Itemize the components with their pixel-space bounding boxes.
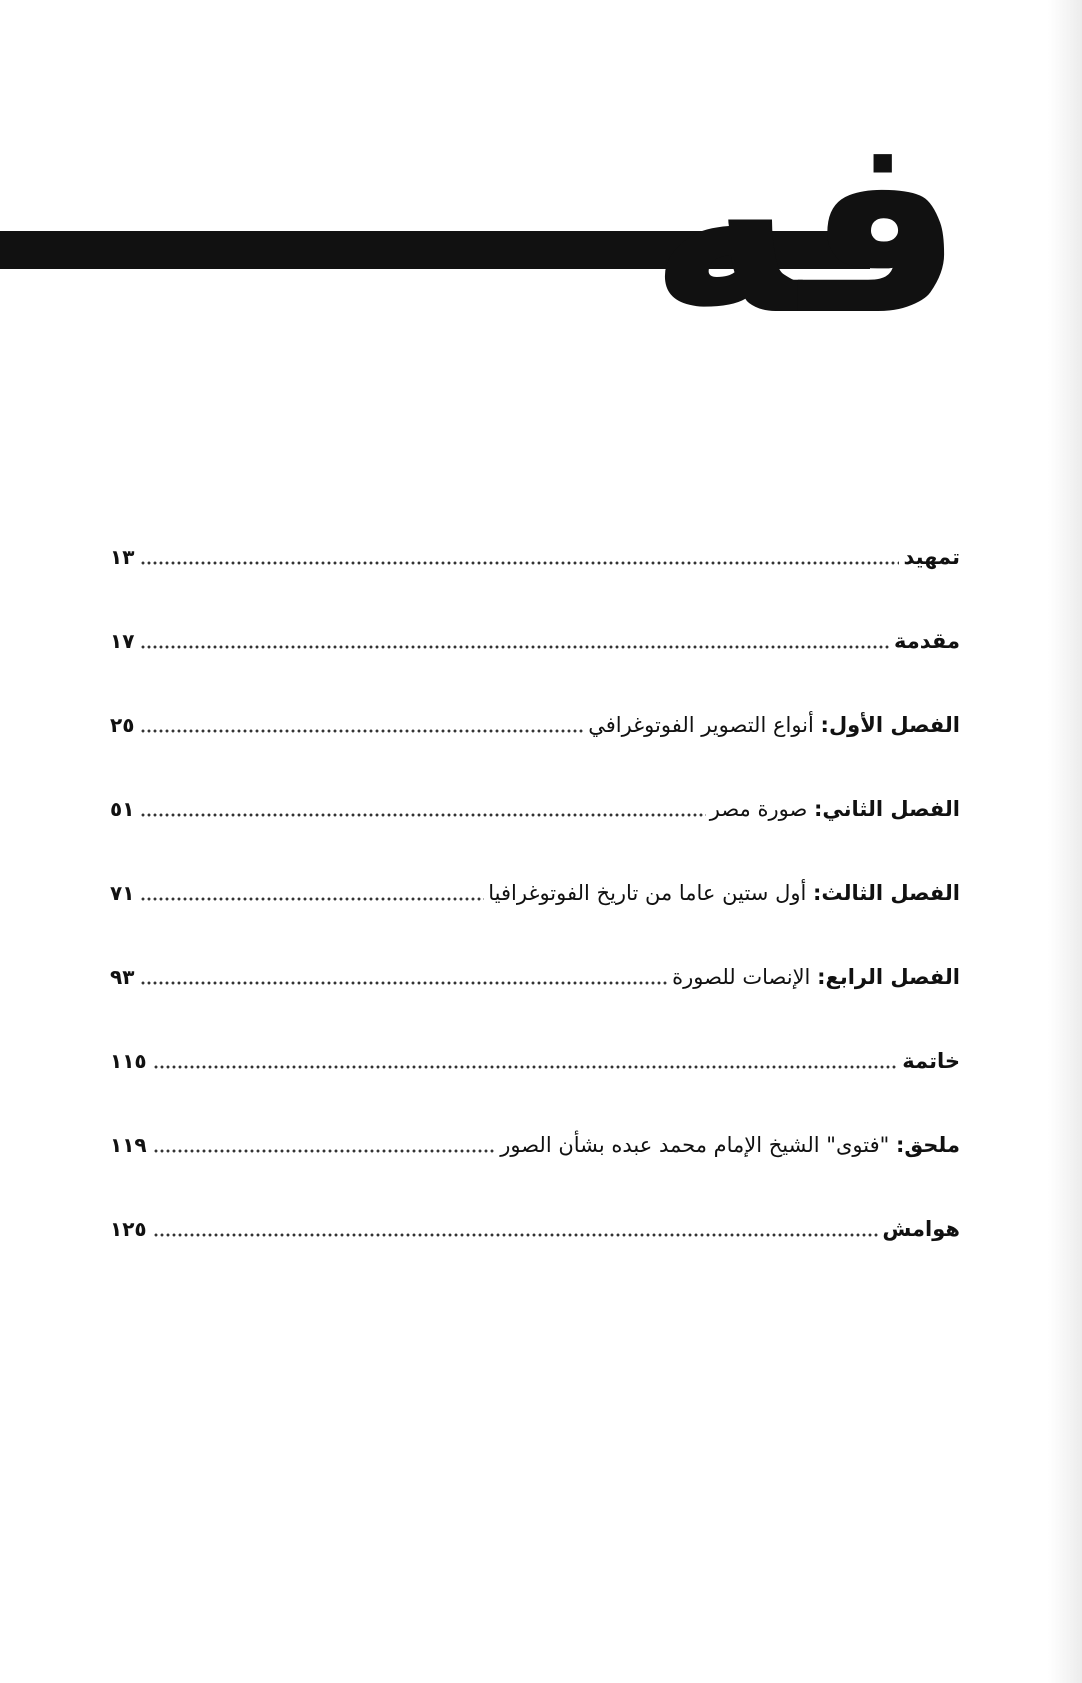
dot-leader (153, 1225, 879, 1245)
dot-leader (140, 889, 484, 909)
toc-entry-title: أول ستين عاما من تاريخ الفوتوغرافيا (488, 881, 807, 905)
toc-entry-notes[interactable] (110, 1204, 960, 1254)
toc-entry-chapter-1[interactable] (110, 700, 960, 750)
toc-entry-label: الفصل الأول: (820, 713, 960, 737)
toc-entry-label: تمهيد (903, 545, 960, 569)
toc-entry-label: خاتمة (902, 1049, 960, 1073)
toc-entry-conclusion[interactable] (110, 1036, 960, 1086)
dot-leader (153, 1057, 899, 1077)
toc-entry-label-wrap (882, 1204, 960, 1254)
toc-entry-page: ٧١ (110, 881, 135, 905)
toc-entry-label-wrap (672, 952, 960, 1002)
toc-entry-label: الفصل الثاني: (813, 797, 960, 821)
toc-entry-page: ٩٣ (110, 965, 135, 989)
toc-entry-page: ١٣ (110, 545, 135, 569)
toc-entry-appendix[interactable] (110, 1120, 960, 1170)
toc-entry-page: ١٢٥ (110, 1217, 147, 1241)
dot-leader (140, 973, 668, 993)
toc-entry-label-wrap (902, 1036, 960, 1086)
toc-entry-chapter-2[interactable] (110, 784, 960, 834)
toc-entry-title: "فتوى" الشيخ الإمام محمد عبده بشأن الصور (500, 1133, 890, 1157)
toc-entry-page: ٥١ (110, 797, 135, 821)
toc-entry-label: الفصل الرابع: (817, 965, 960, 989)
toc-entry-page: ١١٥ (110, 1049, 147, 1073)
toc-entry-label-wrap (488, 868, 960, 918)
toc-entry-label-wrap (903, 532, 960, 582)
toc-entry-page: ٢٥ (110, 713, 135, 737)
page-heading: فه (648, 79, 964, 370)
toc-entry-introduction[interactable] (110, 616, 960, 666)
toc-entry-label-wrap (588, 700, 960, 750)
toc-entry-title: صورة مصر (709, 797, 808, 821)
dot-leader (153, 1141, 497, 1161)
page-edge-shadow (1048, 0, 1082, 1683)
toc-entry-title: أنواع التصوير الفوتوغرافي (588, 713, 814, 737)
toc-entry-label-wrap (894, 616, 960, 666)
toc-entry-label: الفصل الثالث: (813, 881, 960, 905)
toc-entry-title: الإنصات للصورة (672, 965, 811, 989)
toc-entry-label: ملحق: (895, 1133, 960, 1157)
dot-leader (140, 553, 899, 573)
toc-entry-chapter-4[interactable] (110, 952, 960, 1002)
toc-entry-preface[interactable] (110, 532, 960, 582)
toc-entry-page: ١٧ (110, 629, 135, 653)
toc-entry-label: هوامش (882, 1217, 960, 1241)
toc-entry-page: ١١٩ (110, 1133, 147, 1157)
dot-leader (140, 637, 890, 657)
dot-leader (140, 721, 584, 741)
toc-entry-chapter-3[interactable] (110, 868, 960, 918)
toc-entry-label-wrap (500, 1120, 960, 1170)
dot-leader (140, 805, 705, 825)
toc-entry-label: مقدمة (894, 629, 960, 653)
toc-entry-label-wrap (710, 784, 960, 834)
